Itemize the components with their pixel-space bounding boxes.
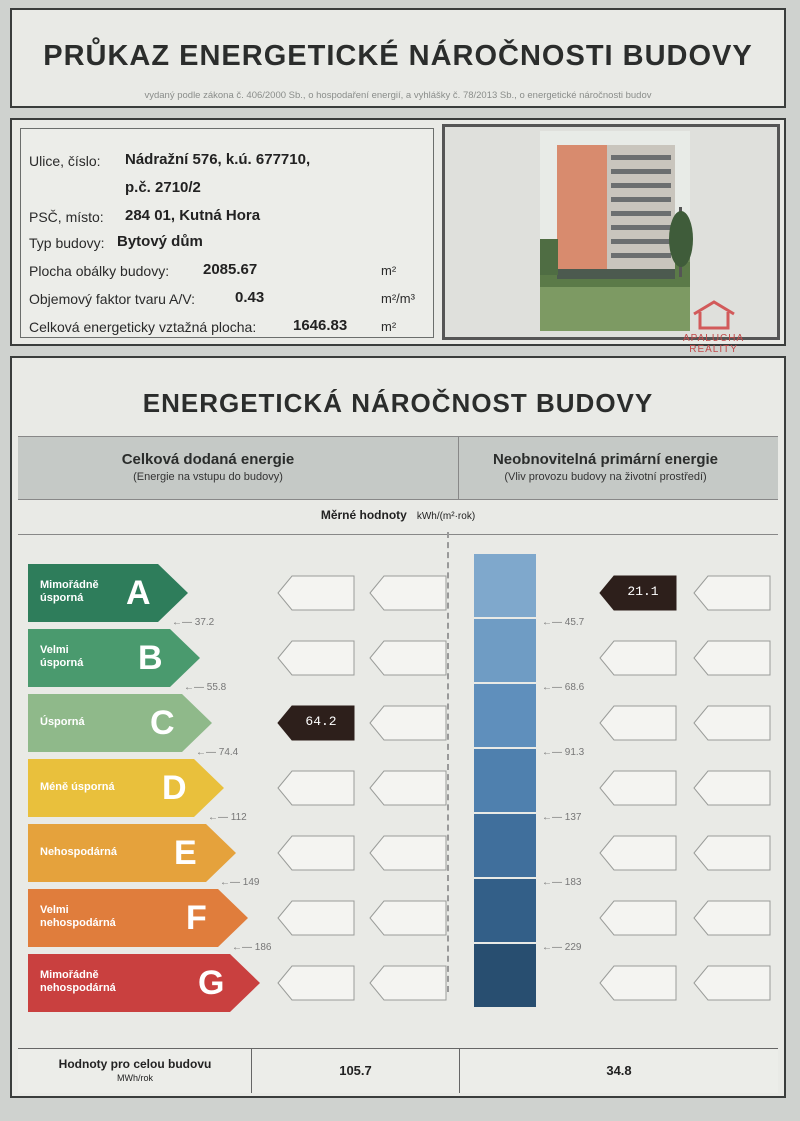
watermark-line1: APALUCHA — [683, 333, 745, 344]
left-threshold-tick: ←— 149 — [220, 877, 260, 888]
right-indicator-box — [694, 641, 770, 675]
certificate-title: PRŮKAZ ENERGETICKÉ NÁROČNOSTI BUDOVY — [43, 40, 753, 72]
area-value: 1646.83 — [293, 317, 348, 334]
right-indicator-box — [600, 706, 676, 740]
left-threshold-tick: ←— 112 — [208, 812, 247, 823]
factor-unit: m²/m³ — [381, 291, 415, 306]
left-threshold-tick: ←— 186 — [232, 942, 272, 953]
primary-energy-bar-segment — [474, 814, 536, 877]
class-letter-c: C — [150, 704, 175, 742]
col1-title: Celková dodaná energie — [121, 451, 295, 468]
primary-energy-bar-segment — [474, 944, 536, 1007]
factor-value: 0.43 — [235, 289, 265, 306]
energy-class-graphic — [12, 358, 784, 1048]
psc-value: 284 01, Kutná Hora — [125, 207, 261, 224]
class-label-b: Velmi úsporná — [40, 644, 84, 669]
right-indicator-box — [694, 576, 770, 610]
street-value-line2: p.č. 2710/2 — [125, 179, 201, 196]
right-indicator-box — [694, 706, 770, 740]
class-letter-a: A — [126, 574, 151, 612]
totals-unit: MWh/rok — [117, 1073, 153, 1083]
psc-label: PSČ, místo: — [29, 209, 104, 225]
energy-section-title: ENERGETICKÁ NÁROČNOST BUDOVY — [142, 388, 654, 418]
realty-watermark — [683, 300, 744, 355]
primary-energy-bar-segment — [474, 684, 536, 747]
right-indicator-box — [600, 901, 676, 935]
class-label-d: Méně úsporná — [40, 781, 115, 793]
left-energy-value: 64.2 — [305, 714, 337, 729]
primary-energy-bar-segment — [474, 619, 536, 682]
energy-class-chart — [12, 358, 784, 1098]
left-total-cell — [252, 1049, 460, 1093]
right-indicator-box — [600, 966, 676, 1000]
class-letter-g: G — [198, 964, 225, 1002]
street-value-line1: Nádražní 576, k.ú. 677710, — [125, 151, 311, 168]
col2-subtitle: (Vliv provozu budovy na životní prostředí) — [504, 471, 707, 483]
left-indicator-box — [370, 966, 446, 1000]
totals-label-cell — [18, 1049, 252, 1093]
class-letter-d: D — [162, 769, 187, 807]
left-indicator-box — [278, 836, 354, 870]
area-label: Celková energeticky vztažná plocha: — [29, 319, 257, 335]
factor-label: Objemový faktor tvaru A/V: — [29, 291, 195, 307]
right-indicator-box — [600, 771, 676, 805]
envelope-value: 2085.67 — [203, 261, 258, 278]
class-letter-f: F — [186, 899, 207, 937]
right-threshold-tick: ←— 45.7 — [542, 617, 585, 628]
left-indicator-box — [370, 641, 446, 675]
area-unit: m² — [381, 319, 397, 334]
right-threshold-tick: ←— 183 — [542, 877, 582, 888]
envelope-label: Plocha obálky budovy: — [29, 263, 170, 279]
right-total-value: 34.8 — [606, 1063, 632, 1078]
left-indicator-box — [370, 836, 446, 870]
street-label: Ulice, číslo: — [29, 153, 101, 169]
left-indicator-box — [370, 706, 446, 740]
envelope-unit: m² — [381, 263, 397, 278]
type-value: Bytový dům — [117, 233, 203, 250]
building-info-box — [20, 128, 434, 338]
right-indicator-box — [694, 901, 770, 935]
primary-energy-bar-segment — [474, 879, 536, 942]
unit-row-unit: kWh/(m²·rok) — [416, 511, 476, 522]
right-threshold-tick: ←— 137 — [542, 812, 582, 823]
left-indicator-box — [278, 966, 354, 1000]
left-threshold-tick: ←— 55.8 — [184, 682, 227, 693]
primary-energy-bar-segment — [474, 554, 536, 617]
class-label-f: Velmi nehospodárná — [40, 904, 116, 929]
unit-row-title: Měrné hodnoty — [320, 508, 407, 522]
totals-label: Hodnoty pro celou budovu — [58, 1057, 212, 1071]
certificate-header — [10, 8, 786, 108]
primary-energy-bar-segment — [474, 749, 536, 812]
left-indicator-box — [278, 576, 354, 610]
class-label-e: Nehospodárná — [40, 846, 118, 858]
col2-title: Neobnovitelná primární energie — [492, 451, 719, 468]
left-indicator-box — [370, 771, 446, 805]
right-threshold-tick: ←— 68.6 — [542, 682, 585, 693]
right-indicator-box — [600, 836, 676, 870]
building-totals-row — [18, 1048, 778, 1093]
class-label-c: Úsporná — [40, 716, 85, 728]
right-threshold-tick: ←— 229 — [542, 942, 582, 953]
watermark-line2: REALITY — [689, 344, 738, 355]
class-label-g: Mimořádně nehospodárná — [40, 969, 116, 994]
col1-subtitle: (Energie na vstupu do budovy) — [133, 471, 283, 483]
left-indicator-box — [370, 901, 446, 935]
column-divider — [447, 532, 449, 992]
building-info-panel — [10, 118, 786, 346]
right-energy-value: 21.1 — [627, 584, 659, 599]
right-indicator-box — [694, 966, 770, 1000]
right-indicator-box — [600, 641, 676, 675]
energy-performance-panel — [10, 356, 786, 1098]
left-indicator-box — [278, 901, 354, 935]
house-logo-icon — [689, 300, 739, 330]
right-threshold-tick: ←— 91.3 — [542, 747, 585, 758]
class-label-a: Mimořádně úsporná — [40, 579, 99, 604]
left-total-value: 105.7 — [339, 1063, 372, 1078]
left-indicator-box — [278, 771, 354, 805]
right-indicator-box — [694, 771, 770, 805]
left-threshold-tick: ←— 74.4 — [196, 747, 239, 758]
left-indicator-box — [370, 576, 446, 610]
type-label: Typ budovy: — [29, 235, 105, 251]
certificate-subtitle: vydaný podle zákona č. 406/2000 Sb., o hospodaření energií, a vyhlášky č. 78/2013 Sb., o energetické náročnosti budov — [144, 90, 652, 101]
right-indicator-box — [694, 836, 770, 870]
right-total-cell — [460, 1049, 778, 1093]
class-letter-b: B — [138, 639, 163, 677]
left-indicator-box — [278, 641, 354, 675]
class-letter-e: E — [174, 834, 197, 872]
left-threshold-tick: ←— 37.2 — [172, 617, 215, 628]
